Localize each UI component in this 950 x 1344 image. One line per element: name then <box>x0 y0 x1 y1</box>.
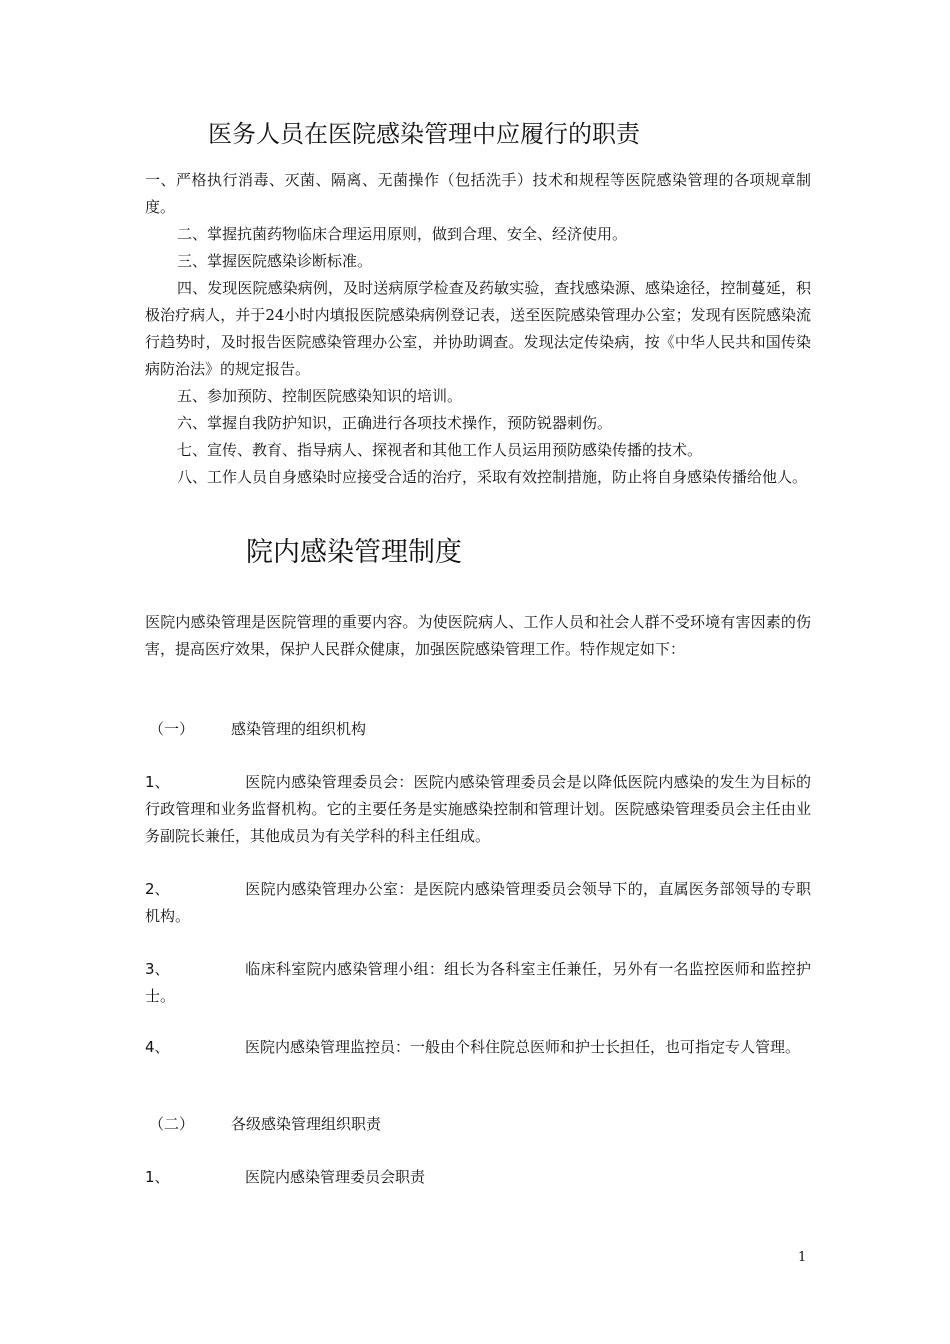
section-marker-1: （一） <box>149 720 195 738</box>
duty-4: 四、发现医院感染病例，及时送病原学检查及药敏实验，查找感染源、感染途径，控制蔓延，积极治疗病人，并于24小时内填报医院感染病例登记表，送至医院感染管理办公室；发现有医院感染流行趋势时，及时报告医院感染管理办公室，并协助调查。发现法定传染病，按《中华人民共和国传染病防治法》的规定报告。 <box>145 279 811 378</box>
duty-6: 六、掌握自我防护知识，正确进行各项技术操作，预防锐器刺伤。 <box>177 414 613 432</box>
document-title-policy: 院内感染管理制度 <box>246 537 462 568</box>
item-text-last: 医院内感染管理委员会职责 <box>245 1168 426 1186</box>
list-item-4 <box>145 1034 811 1061</box>
item-number-1: 1、 <box>145 773 170 791</box>
document-title-duties: 医务人员在医院感染管理中应履行的职责 <box>208 120 640 148</box>
duty-2: 二、掌握抗菌药物临床合理运用原则，做到合理、安全、经济使用。 <box>177 225 628 243</box>
item-text-4: 医院内感染管理监控员：一般由个科住院总医师和护士长担任，也可指定专人管理。 <box>245 1038 801 1056</box>
item-number-2: 2、 <box>145 880 170 898</box>
item-number-4: 4、 <box>145 1038 170 1056</box>
intro-paragraph <box>145 609 811 663</box>
duty-8: 八、工作人员自身感染时应接受合适的治疗，采取有效控制措施，防止将自身感染传播给他人。 <box>177 468 808 486</box>
item-number-last: 1、 <box>145 1168 170 1186</box>
list-item-committee-duties <box>145 1164 811 1191</box>
list-item-3 <box>145 956 811 1010</box>
duty-1: 一、严格执行消毒、灭菌、隔离、无菌操作（包括洗手）技术和规程等医院感染管理的各项规章制度。 <box>145 171 811 216</box>
item-text-1: 医院内感染管理委员会：医院内感染管理委员会是以降低医院内感染的发生为目标的行政管理和业务监督机构。它的主要任务是实施感染控制和管理计划。医院感染管理委员会主任由业务副院长兼任，其他成员为有关学科的科主任组成。 <box>145 773 811 845</box>
section-label-2: 各级感染管理组织职责 <box>231 1115 382 1133</box>
item-text-3: 临床科室院内感染管理小组：组长为各科室主任兼任，另外有一名监控医师和监控护士。 <box>145 960 811 1005</box>
section-label-1: 感染管理的组织机构 <box>231 720 367 738</box>
duty-7: 七、宣传、教育、指导病人、探视者和其他工作人员运用预防感染传播的技术。 <box>177 441 703 459</box>
section-heading-2 <box>145 1111 811 1138</box>
item-text-2: 医院内感染管理办公室：是医院内感染管理委员会领导下的，直属医务部领导的专职机构。 <box>145 880 811 925</box>
item-number-3: 3、 <box>145 960 170 978</box>
intro-text: 医院内感染管理是医院管理的重要内容。为使医院病人、工作人员和社会人群不受环境有害因素的伤害，提高医疗效果，保护人民群众健康，加强医院感染管理工作。特作规定如下： <box>145 613 811 658</box>
duty-5: 五、参加预防、控制医院感染知识的培训。 <box>177 387 463 405</box>
list-item-2 <box>145 876 811 930</box>
page-number: 1 <box>798 1250 807 1265</box>
duty-3: 三、掌握医院感染诊断标准。 <box>177 252 373 270</box>
section-heading-1 <box>145 716 811 743</box>
list-item-1 <box>145 769 811 850</box>
section-marker-2: （二） <box>149 1115 195 1133</box>
